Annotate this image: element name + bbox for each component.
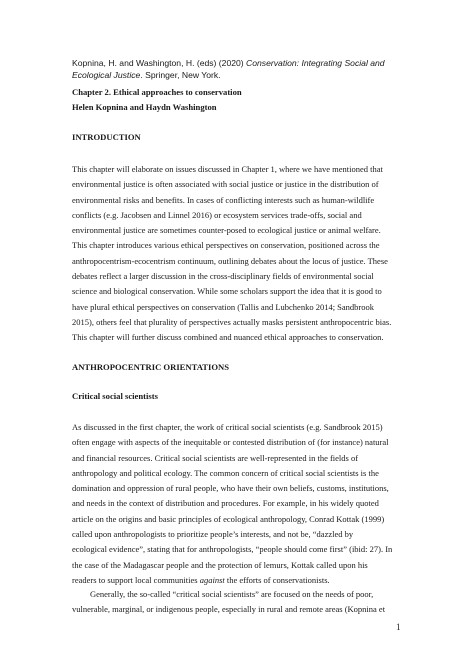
paragraph-line: environmental justice are sometimes counter-posed to ecological justice or animal welfare. [72,225,381,236]
paragraph-line: This chapter introduces various ethical perspectives on conservation, positioned across the [72,240,380,251]
citation-prefix: Kopnina, H. and Washington, H. (eds) (2020) [72,58,247,68]
citation [72,57,408,81]
generally-paragraph [72,587,412,618]
critical-social-scientists-heading: Critical social scientists [72,391,158,401]
introduction-heading: INTRODUCTION [72,132,141,142]
paragraph-line: often engage with aspects of the inequitable or contested distribution of (for instance) natural [72,437,389,448]
paragraph-line: 2015), others feel that plurality of perspectives actually masks persistent anthropocentric bias. [72,316,392,327]
citation-suffix: . Springer, New York. [140,70,221,80]
citation-book-title-line1: Conservation: Integrating Social and [246,58,385,68]
paragraph-line: anthropology and political ecology. The common concern of critical social scientists is the [72,467,379,478]
line-text: readers to support local communities [72,574,200,585]
chapter-authors: Helen Kopnina and Haydn Washington [72,102,217,112]
chapter-title: Chapter 2. Ethical approaches to conservation [72,87,242,97]
paragraph-line: the case of the Madagascar people and the protection of lemurs, Kottak called upon his [72,559,368,570]
paragraph-line: This chapter will elaborate on issues discussed in Chapter 1, where we have mentioned that [72,164,383,174]
emphasis-text: against [199,574,225,585]
paragraph-line: conflicts (e.g. Jacobsen and Linnel 2016) or ecosystem services trade-offs, social and [72,209,362,220]
line-text: the efforts of conservationists. [224,574,330,585]
paragraph-line: anthropocentrism-ecocentrism continuum, outlining debates about the locus of justice. These [72,255,388,266]
paragraph-line: Generally, the so-called “critical social scientists” are focused on the needs of poor, [90,589,374,599]
paragraph-line: As discussed in the first chapter, the work of critical social scientists (e.g. Sandbrook 2015) [72,422,383,432]
paragraph-line: This chapter will further discuss combined and nuanced ethical approaches to conservation. [72,332,384,343]
paragraph-line: debates reflect a larger discussion in the cross-disciplinary fields of environmental social [72,271,374,282]
citation-book-title-line2: Ecological Justice [72,70,141,80]
anthropocentric-heading: ANTHROPOCENTRIC ORIENTATIONS [72,362,230,372]
paragraph-line: and needs in the context of distribution and procedures. For example, in his widely quoted [72,498,379,509]
critical-paragraph [72,420,412,588]
paragraph-line: vulnerable, marginal, or indigenous people, especially in rural and remote areas (Kopnina et [72,604,386,615]
page-number: 1 [396,622,401,632]
paragraph-line: environmental justice is often associated with social justice or justice in the distribution of [72,179,379,190]
paragraph-line [72,573,412,588]
paragraph-line: science and biological conservation. While some scholars support the idea that it is good to [72,286,382,297]
paragraph-line: domination and oppression of rural people, who have their own beliefs, customs, institutions, [72,483,389,494]
paragraph-line: called upon anthropologists to prioritize people’s interests, and not be, “dazzled by [72,529,354,540]
paragraph-line: have plural ethical perspectives on conservation (Tallis and Lubchenko 2014; Sandbrook [72,301,375,312]
paragraph-line: article on the origins and basic principles of ecological anthropology, Conrad Kottak (1999) [72,513,385,524]
paragraph-line: ecological evidence”, stating that for anthropologists, “people should come first” (ibid: 27). In [72,544,393,555]
introduction-paragraph [72,162,412,346]
paragraph-line: and financial resources. Critical social scientists are well-represented in the fields of [72,452,359,463]
paragraph-line: environmental risks and benefits. In cases of conflicting interests such as human-wildlife [72,194,375,205]
